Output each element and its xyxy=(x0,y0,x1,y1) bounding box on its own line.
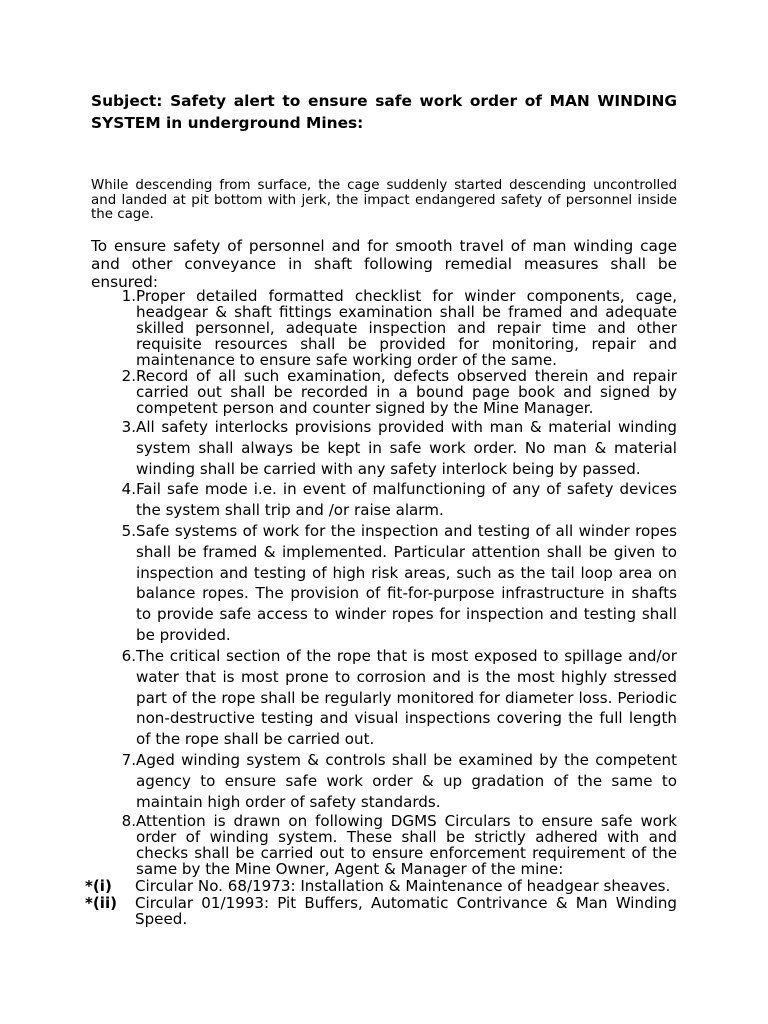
circular-marker: *(ii) xyxy=(85,894,118,912)
list-item xyxy=(91,813,677,877)
circular-item xyxy=(85,895,677,927)
list-item xyxy=(91,368,677,416)
list-item-text: Aged winding system & controls shall be examined by the competent agency to ensure safe work order & up gradation of the same to maintain high order of safety standards. xyxy=(136,751,677,811)
list-item xyxy=(91,750,677,812)
list-item-text: The critical section of the rope that is most exposed to spillage and/or water that is most prone to corrosion and is the most highly stressed part of the rope shall be regularly monitored for diameter loss. Periodic non-destructive testing and visual inspections covering the full length of the rope shall be carried out. xyxy=(136,647,677,749)
list-item-text: Safe systems of work for the inspection and testing of all winder ropes shall be framed & implemented. Particular attention shall be given to inspection and testing of high risk areas, such as the tail loop area on balance ropes. The provision of fit-for-purpose infrastructure in shafts to provide safe access to winder ropes for inspection and testing shall be provided. xyxy=(136,522,677,644)
subject-heading: Subject: Safety alert to ensure safe work order of MAN WINDING SYSTEM in underground Mines: xyxy=(91,92,677,132)
list-number: 8. xyxy=(121,812,136,830)
list-number: 2. xyxy=(121,367,136,385)
list-number: 6. xyxy=(121,647,136,665)
list-item xyxy=(91,646,677,750)
measures-intro: To ensure safety of personnel and for smooth travel of man winding cage and other conveyance in shaft following remedial measures shall be ensured: xyxy=(91,237,677,291)
list-item xyxy=(91,417,677,479)
list-item-text: Fail safe mode i.e. in event of malfunctioning of any of safety devices the system shall trip and /or raise alarm. xyxy=(136,480,677,519)
list-item-text: Record of all such examination, defects observed therein and repair carried out shall be recorded in a bound page book and signed by competent person and counter signed by the Mine Manager. xyxy=(136,367,677,417)
list-number: 5. xyxy=(121,522,136,540)
circular-text: Circular No. 68/1973: Installation & Maintenance of headgear sheaves. xyxy=(135,877,671,895)
list-item xyxy=(91,521,677,646)
circular-marker: *(i) xyxy=(85,877,112,895)
list-item xyxy=(91,288,677,368)
list-number: 7. xyxy=(121,751,136,769)
list-number: 1. xyxy=(121,287,136,305)
incident-description: While descending from surface, the cage suddenly started descending uncontrolled and landed at pit bottom with jerk, the impact endangered safety of personnel inside the cage. xyxy=(91,178,677,223)
list-item-text: Proper detailed formatted checklist for winder components, cage, headgear & shaft fittings examination shall be framed and adequate skilled personnel, adequate inspection and repair time and other requisite resources shall be provided for monitoring, repair and maintenance to ensure safe working order of the same. xyxy=(136,287,677,369)
circular-item xyxy=(85,878,677,894)
list-item-text: All safety interlocks provisions provided with man & material winding system shall always be kept in safe work order. No man & material winding shall be carried with any safety interlock being by passed. xyxy=(136,418,677,478)
list-number: 4. xyxy=(121,480,136,498)
list-item xyxy=(91,479,677,521)
list-item-text: Attention is drawn on following DGMS Circulars to ensure safe work order of winding system. These shall be strictly adhered with and checks shall be carried out to ensure enforcement requirement of the same by the Mine Owner, Agent & Manager of the mine: xyxy=(136,812,677,878)
list-number: 3. xyxy=(121,418,136,436)
circular-text: Circular 01/1993: Pit Buffers, Automatic Contrivance & Man Winding Speed. xyxy=(135,894,677,929)
